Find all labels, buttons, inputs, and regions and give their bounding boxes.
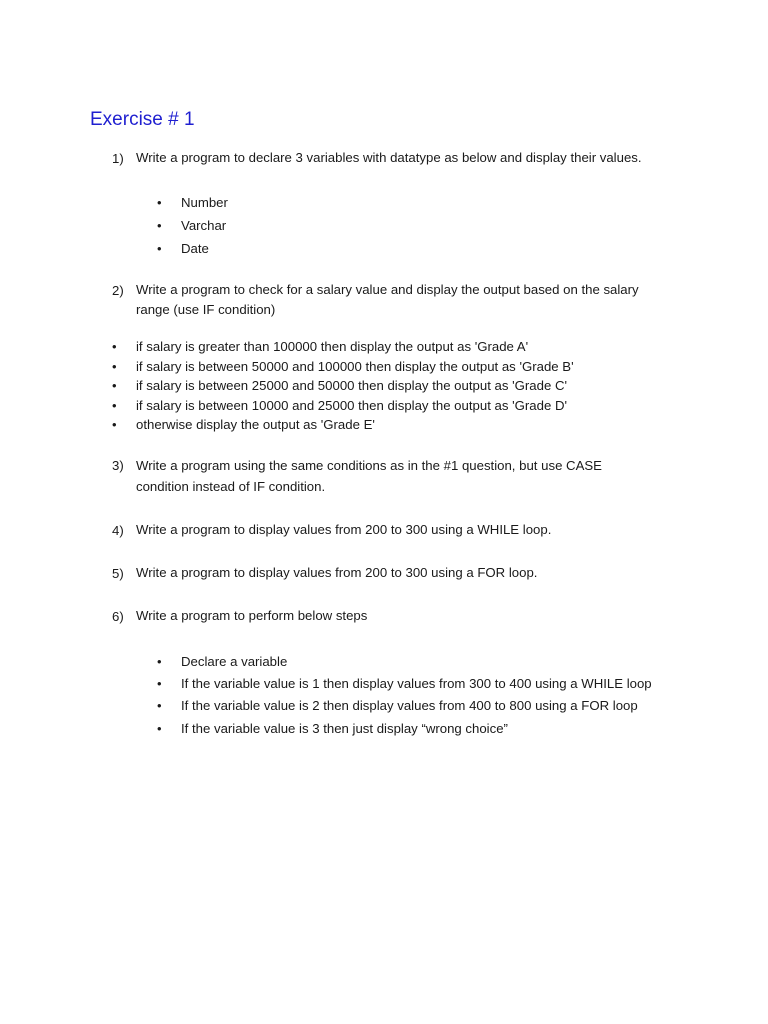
bullet-icon: • — [157, 676, 162, 691]
list-item: • if salary is between 50000 and 100000 then display the output as 'Grade B' — [112, 358, 574, 374]
bullet-icon: • — [112, 339, 117, 354]
list-item: • Declare a variable — [157, 654, 288, 669]
bullet-icon: • — [157, 218, 162, 233]
list-item: • if salary is between 10000 and 25000 then display the output as 'Grade D' — [112, 397, 567, 413]
question-number: 4) — [112, 523, 124, 538]
list-item: • Number — [157, 195, 228, 210]
question-text: Write a program to check for a salary value and display the output based on the salary range (use IF condition) — [136, 282, 639, 317]
bullet-icon: • — [157, 698, 162, 713]
question-number: 2) — [112, 283, 124, 298]
question-text: Write a program to declare 3 variables with datatype as below and display their values. — [136, 150, 642, 165]
bullet-icon: • — [157, 654, 162, 669]
list-item: • if salary is greater than 100000 then display the output as 'Grade A' — [112, 339, 529, 354]
list-item: • Varchar — [157, 218, 227, 233]
salary-grade-list — [112, 340, 574, 438]
list-item: • If the variable value is 1 then display values from 300 to 400 using a WHILE loop — [157, 676, 652, 691]
list-item: • Date — [157, 241, 209, 256]
bullet-icon: • — [112, 397, 117, 413]
list-item: • If the variable value is 2 then display values from 400 to 800 using a FOR loop — [157, 698, 638, 713]
datatype-list — [157, 196, 228, 265]
question-text: Write a program to display values from 200 to 300 using a FOR loop. — [136, 565, 538, 580]
question-number: 5) — [112, 566, 124, 581]
list-item: • if salary is between 25000 and 50000 then display the output as 'Grade C' — [112, 378, 567, 394]
question-number: 1) — [112, 151, 124, 166]
bullet-icon: • — [157, 721, 162, 736]
question-text: Write a program to perform below steps — [136, 608, 368, 623]
list-item: • If the variable value is 3 then just display “wrong choice” — [157, 721, 508, 736]
question-text: Write a program to display values from 200 to 300 using a WHILE loop. — [136, 522, 552, 537]
bullet-icon: • — [112, 358, 117, 374]
list-item: • otherwise display the output as 'Grade E' — [112, 417, 375, 433]
question-number: 3) — [112, 458, 124, 473]
steps-list — [157, 655, 652, 744]
question-text: Write a program using the same conditions as in the #1 question, but use CASE condition instead of IF condition. — [136, 458, 602, 494]
bullet-icon: • — [112, 378, 117, 394]
bullet-icon: • — [157, 195, 162, 210]
exercise-title: Exercise # 1 — [90, 109, 195, 130]
question-number: 6) — [112, 609, 124, 624]
bullet-icon: • — [157, 241, 162, 256]
bullet-icon: • — [112, 417, 117, 433]
